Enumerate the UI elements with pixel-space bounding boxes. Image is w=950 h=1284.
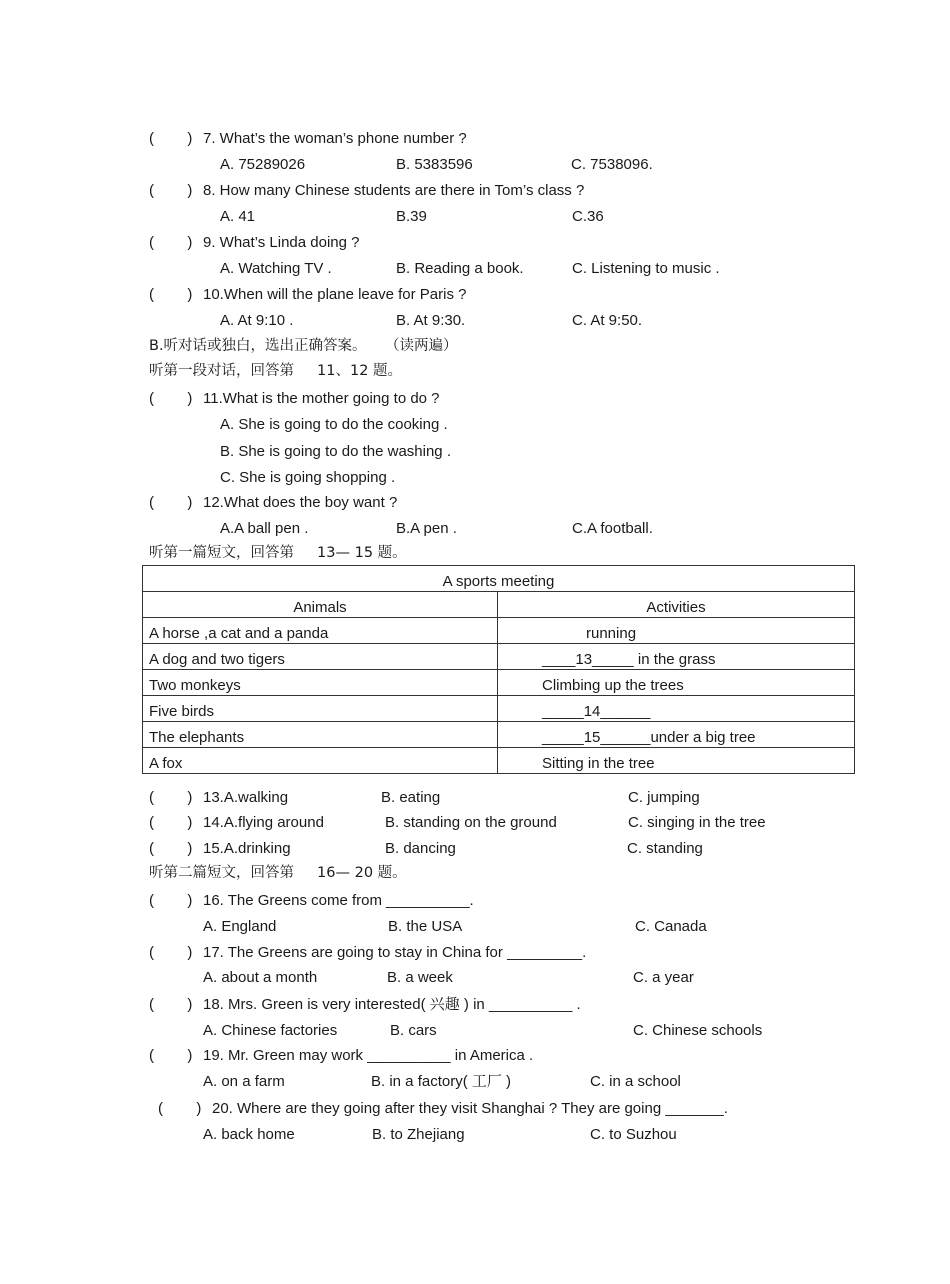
table-title-row [143, 566, 855, 592]
option-a: A. She is going to do the cooking . [220, 416, 448, 433]
option-c: C. a year [633, 969, 694, 986]
animal-cell: A dog and two tigers [143, 644, 498, 670]
question-stem: 11.What is the mother going to do ? [203, 390, 440, 407]
option-b: B. the USA [388, 918, 463, 935]
table-header-row [143, 592, 855, 618]
animal-cell: A horse ,a cat and a panda [143, 618, 498, 644]
activity-cell: _____15______under a big tree [498, 722, 855, 748]
option-a: A.A ball pen . [220, 520, 309, 537]
table-row [143, 696, 855, 722]
section-heading: 听第一段对话，回答第 11、12 题。 [149, 363, 403, 379]
table-row [143, 748, 855, 774]
table-row [143, 670, 855, 696]
option-b: B. cars [390, 1022, 437, 1039]
option-a: A. on a farm [203, 1073, 285, 1090]
option-c: C. in a school [590, 1073, 681, 1090]
answer-blank: ( ) [149, 944, 193, 961]
option-b: B. She is going to do the washing . [220, 443, 451, 460]
option-c: C. Listening to music . [572, 260, 720, 277]
animal-cell: Five birds [143, 696, 498, 722]
question-stem: 9. What’s Linda doing ? [203, 234, 360, 251]
answer-blank: ( ) [149, 840, 193, 857]
column-header-activities: Activities [498, 592, 855, 618]
section-heading: 听第二篇短文，回答第 16— 20 题。 [149, 865, 407, 881]
question-stem: 10.When will the plane leave for Paris ? [203, 286, 467, 303]
option-b: B.39 [396, 208, 427, 225]
option-b: B. At 9:30. [396, 312, 466, 329]
section-heading: 听第一篇短文，回答第 13— 15 题。 [149, 545, 407, 561]
question-stem: 18. Mrs. Green is very interested( 兴趣 ) in __________ . [203, 996, 581, 1013]
option-b: B. dancing [385, 840, 456, 857]
question-stem: 13.A.walking [203, 789, 289, 806]
answer-blank: ( ) [149, 286, 193, 303]
answer-blank: ( ) [149, 390, 193, 407]
option-c: C. standing [627, 840, 703, 857]
answer-blank: ( ) [149, 996, 193, 1013]
answer-blank: ( ) [149, 814, 193, 831]
option-c: C.A football. [572, 520, 653, 537]
option-c: C. At 9:50. [572, 312, 643, 329]
option-a: A. Watching TV . [220, 260, 332, 277]
option-a: A. England [203, 918, 277, 935]
table-row [143, 644, 855, 670]
table-row [143, 618, 855, 644]
section-b-heading: B.听对话或独白，选出正确答案。 （读两遍） [149, 338, 458, 354]
question-stem: 19. Mr. Green may work __________ in America . [203, 1047, 534, 1064]
answer-blank: ( ) [149, 892, 193, 909]
option-b: B. to Zhejiang [372, 1126, 465, 1143]
option-c: C. jumping [628, 789, 700, 806]
column-header-animals: Animals [143, 592, 498, 618]
question-stem: 15.A.drinking [203, 840, 291, 857]
question-stem: 17. The Greens are going to stay in China for _________. [203, 944, 587, 961]
option-c: C.36 [572, 208, 604, 225]
option-b: B. a week [387, 969, 453, 986]
option-a: A. Chinese factories [203, 1022, 338, 1039]
animal-cell: Two monkeys [143, 670, 498, 696]
answer-blank: ( ) [149, 789, 193, 806]
answer-blank: ( ) [149, 234, 193, 251]
question-stem: 20. Where are they going after they visit Shanghai ? They are going _______. [212, 1100, 728, 1117]
question-stem: 7. What’s the woman’s phone number ? [203, 130, 467, 147]
activity-cell: Sitting in the tree [498, 748, 855, 774]
answer-blank: ( ) [149, 494, 193, 511]
answer-blank: ( ) [149, 130, 193, 147]
option-a: A. 75289026 [220, 156, 306, 173]
answer-blank: ( ) [158, 1100, 202, 1117]
option-c: C. She is going shopping . [220, 469, 396, 486]
option-a: A. At 9:10 . [220, 312, 294, 329]
option-c: C. singing in the tree [628, 814, 766, 831]
table-title: A sports meeting [143, 566, 855, 592]
option-c: C. Canada [635, 918, 707, 935]
table-row [143, 722, 855, 748]
answer-blank: ( ) [149, 1047, 193, 1064]
option-b: B.A pen . [396, 520, 457, 537]
animal-cell: The elephants [143, 722, 498, 748]
option-b: B. eating [381, 789, 441, 806]
question-stem: 8. How many Chinese students are there in Tom’s class ? [203, 182, 585, 199]
option-b: B. Reading a book. [396, 260, 524, 277]
question-stem: 14.A.flying around [203, 814, 324, 831]
option-b: B. 5383596 [396, 156, 473, 173]
activity-cell: running [498, 618, 855, 644]
activity-cell: Climbing up the trees [498, 670, 855, 696]
activity-cell: _____14______ [498, 696, 855, 722]
question-stem: 16. The Greens come from __________. [203, 892, 474, 909]
option-c: C. to Suzhou [590, 1126, 677, 1143]
option-a: A. about a month [203, 969, 318, 986]
option-b: B. in a factory( 工厂 ) [371, 1073, 512, 1090]
sports-meeting-table [142, 565, 855, 774]
option-a: A. 41 [220, 208, 256, 225]
option-a: A. back home [203, 1126, 295, 1143]
question-stem: 12.What does the boy want ? [203, 494, 398, 511]
option-c: C. 7538096. [571, 156, 653, 173]
answer-blank: ( ) [149, 182, 193, 199]
activity-cell: ____13_____ in the grass [498, 644, 855, 670]
animal-cell: A fox [143, 748, 498, 774]
option-b: B. standing on the ground [385, 814, 557, 831]
option-c: C. Chinese schools [633, 1022, 763, 1039]
